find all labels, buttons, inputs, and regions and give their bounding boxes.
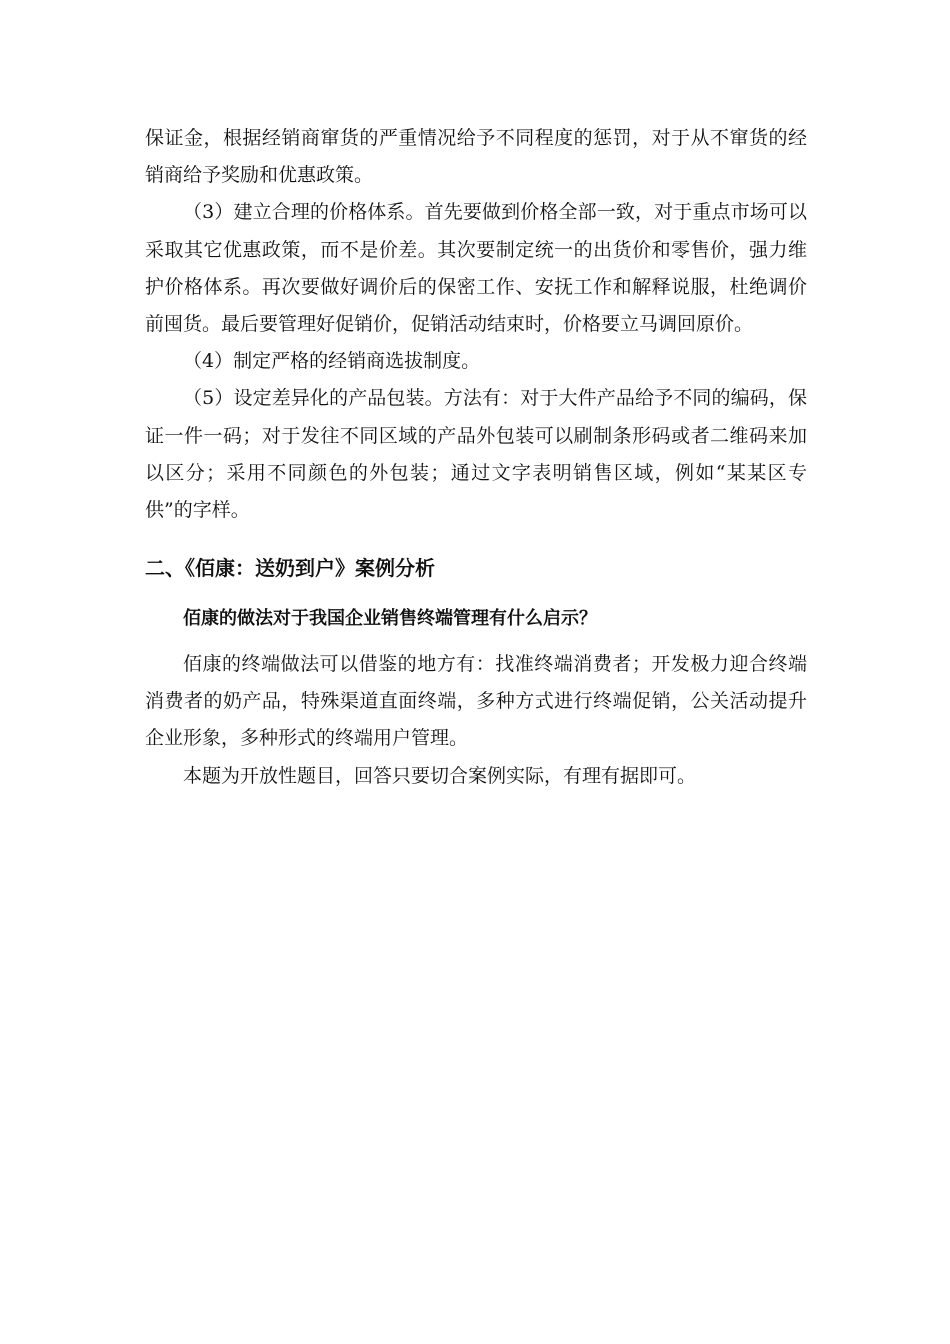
section-2-question: 佰康的做法对于我国企业销售终端管理有什么启示？	[183, 608, 597, 629]
section-2-body	[145, 646, 807, 795]
paragraph-open-question-note: 本题为开放性题目，回答只要切合案例实际，有理有据即可。	[183, 764, 697, 787]
section-2-heading: 二、《佰康：送奶到户》案例分析	[145, 556, 435, 580]
paragraph-deposit-penalty: 保证金，根据经销商窜货的严重情况给予不同程度的惩罚，对于从不窜货的经销商给予奖励和优惠政策。	[145, 127, 807, 187]
paragraph-differentiated-packaging: （5）设定差异化的产品包装。方法有：对于大件产品给予不同的编码，保证一件一码；对于发往不同区域的产品外包装可以刷制条形码或者二维码来加以区分；采用不同颜色的外包装；通过文字表明销售区域，例如“某某区专供”的字样。	[145, 387, 807, 522]
paragraph-answer: 佰康的终端做法可以借鉴的地方有：找准终端消费者；开发极力迎合终端消费者的奶产品，特殊渠道直面终端，多种方式进行终端促销，公关活动提升企业形象，多种形式的终端用户管理。	[145, 653, 807, 750]
paragraph-dealer-selection: （4）制定严格的经销商选拔制度。	[183, 350, 481, 373]
paragraph-price-system: （3）建立合理的价格体系。首先要做到价格全部一致，对于重点市场可以采取其它优惠政策，而不是价差。其次要制定统一的出货价和零售价，强力维护价格体系。再次要做好调价后的保密工作、安抚工作和解释说服，杜绝调价前囤货。最后要管理好促销价，促销活动结束时，价格要立马调回原价。	[145, 201, 807, 336]
section-1-body	[145, 120, 807, 529]
